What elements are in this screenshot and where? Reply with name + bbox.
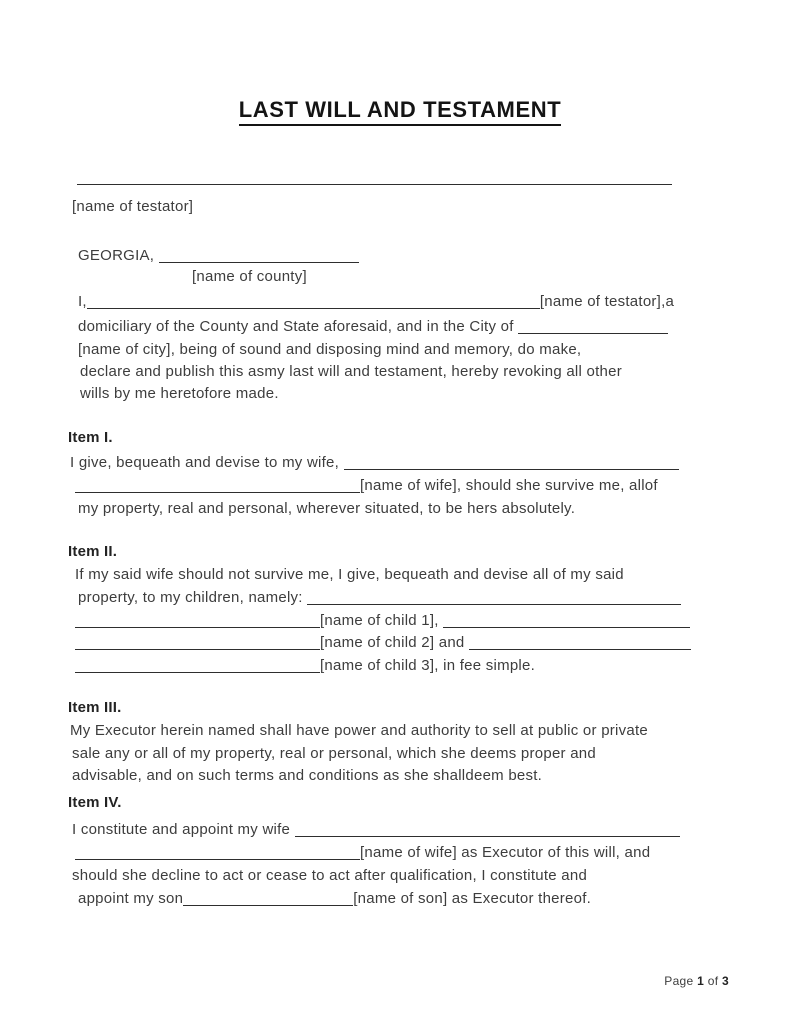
wife-name-fill-in-line-2 <box>75 478 360 493</box>
opening-line-2 <box>78 317 668 336</box>
item-1-line-2-post: [name of wife], should she survive me, allof <box>360 477 658 494</box>
item-4-heading: Item IV. <box>68 794 122 811</box>
county-fill-in-line <box>159 248 359 263</box>
opening-line-1-pre: I, <box>78 293 87 310</box>
wife-name-fill-in-line <box>344 455 679 470</box>
child-3-fill-in-line-2 <box>75 658 320 673</box>
child-1-fill-in-line <box>75 613 320 628</box>
item-4-line-4-pre: appoint my son <box>78 890 184 907</box>
footer-page-number: 1 <box>697 974 705 988</box>
opening-line-2-pre: domiciliary of the County and State aforesaid, and in the City of <box>78 318 519 335</box>
testator-name-fill-in-line <box>77 184 672 185</box>
item-1-line-3: my property, real and personal, wherever situated, to be hers absolutely. <box>78 500 576 517</box>
child-3-fill-in-line <box>469 635 691 650</box>
item-2-line-2 <box>78 588 681 607</box>
item-1-line-2 <box>75 476 658 495</box>
son-name-fill-in-line <box>183 891 353 906</box>
item-2-line-5 <box>75 656 535 675</box>
opening-line-3: [name of city], being of sound and disposing mind and memory, do make, <box>78 341 582 358</box>
footer-of-word: of <box>704 974 723 988</box>
document-title <box>0 97 800 126</box>
child-2-fill-in-line <box>443 613 690 628</box>
document-title-text: LAST WILL AND TESTAMENT <box>239 97 562 126</box>
opening-line-5: wills by me heretofore made. <box>80 385 279 402</box>
item-1-line-1 <box>70 453 679 472</box>
children-fill-in-line <box>307 590 681 605</box>
page-footer <box>664 974 729 988</box>
item-4-line-4 <box>78 889 591 908</box>
item-3-line-2: sale any or all of my property, real or personal, which she deems proper and <box>72 745 596 762</box>
footer-total-pages: 3 <box>722 974 729 988</box>
child-2-fill-in-line-2 <box>75 635 320 650</box>
item-1-heading: Item I. <box>68 429 113 446</box>
item-4-line-2-post: [name of wife] as Executor of this will, and <box>360 844 651 861</box>
testator-name-label: [name of testator] <box>72 198 194 215</box>
footer-page-word: Page <box>664 974 698 988</box>
executor-wife-fill-in-line <box>295 822 680 837</box>
item-4-line-3: should she decline to act or cease to act after qualification, I constitute and <box>72 867 588 884</box>
item-4-line-1 <box>72 820 680 839</box>
item-2-line-3-mid: [name of child 1], <box>320 612 444 629</box>
item-3-line-3: advisable, and on such terms and conditions as she shalldeem best. <box>72 767 543 784</box>
item-3-heading: Item III. <box>68 699 122 716</box>
item-2-heading: Item II. <box>68 543 118 560</box>
item-4-line-2 <box>75 843 650 862</box>
item-2-line-4 <box>75 633 691 652</box>
item-2-line-5-post: [name of child 3], in fee simple. <box>320 657 536 674</box>
item-4-line-1-pre: I constitute and appoint my wife <box>72 821 295 838</box>
city-fill-in-line <box>518 319 668 334</box>
opening-line-1 <box>78 292 674 311</box>
opening-line-4: declare and publish this asmy last will and testament, hereby revoking all other <box>80 363 622 380</box>
item-2-line-1: If my said wife should not survive me, I give, bequeath and devise all of my said <box>75 566 624 583</box>
testator-fill-in-line <box>87 294 540 309</box>
county-label: [name of county] <box>192 268 307 285</box>
state-line <box>78 246 359 265</box>
item-2-line-4-mid: [name of child 2] and <box>320 634 469 651</box>
executor-wife-fill-in-line-2 <box>75 845 360 860</box>
item-2-line-2-pre: property, to my children, namely: <box>78 589 308 606</box>
item-2-line-3 <box>75 611 690 630</box>
opening-line-1-post: [name of testator],a <box>539 293 675 310</box>
state-text: GEORGIA, <box>78 247 159 264</box>
item-3-line-1: My Executor herein named shall have power and authority to sell at public or private <box>70 722 648 739</box>
item-4-line-4-post: [name of son] as Executor thereof. <box>353 890 592 907</box>
item-1-line-1-pre: I give, bequeath and devise to my wife, <box>70 454 344 471</box>
